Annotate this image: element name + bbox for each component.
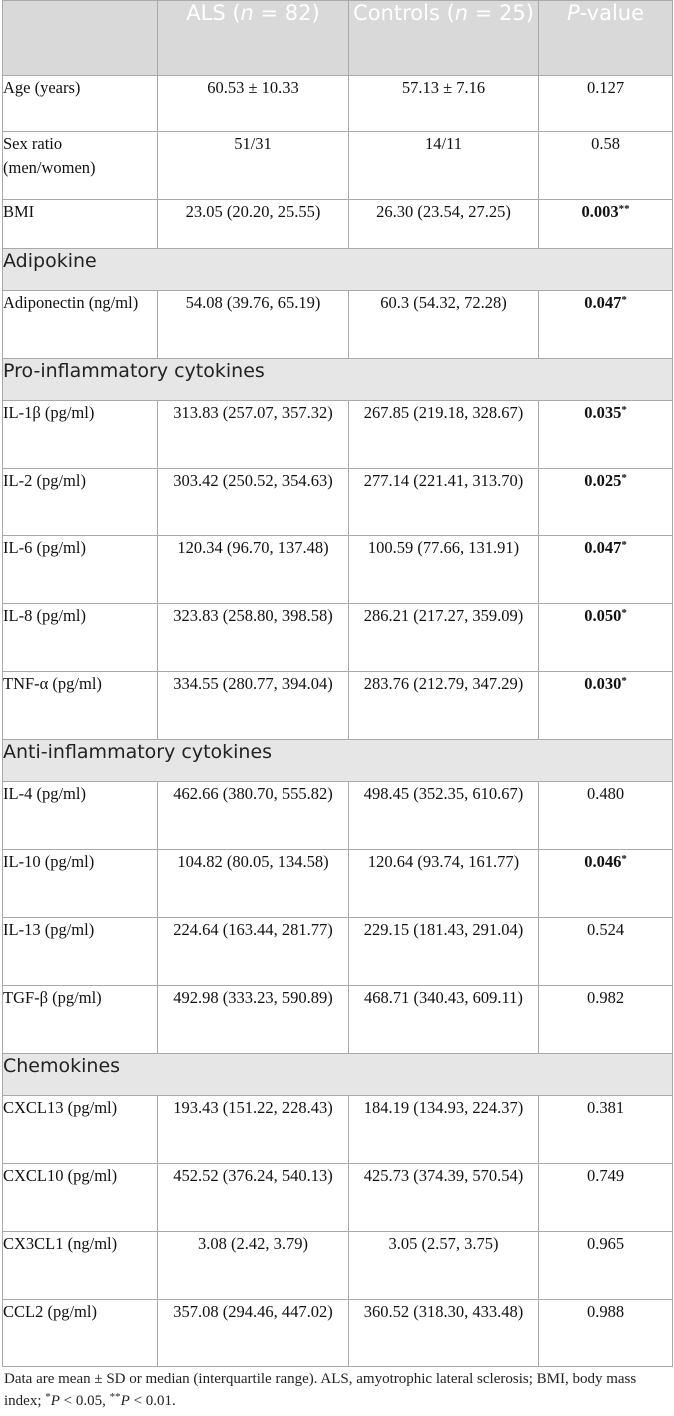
significance-marker: * [621,472,627,484]
controls-value: 100.59 (77.66, 131.91) [349,536,539,604]
row-label: CXCL13 (pg/ml) [3,1096,158,1164]
p-value: 0.480 [539,782,673,850]
controls-value: 267.85 (219.18, 328.67) [349,401,539,469]
table-row [3,76,673,132]
row-label: CXCL10 (pg/ml) [3,1164,158,1232]
als-value: 492.98 (333.23, 590.89) [158,986,349,1054]
controls-value: 283.76 (212.79, 347.29) [349,672,539,740]
p-value: 0.58 [539,132,673,200]
row-label: IL-2 (pg/ml) [3,469,158,536]
row-label: Sex ratio (men/women) [3,132,158,200]
row-label: Adiponectin (ng/ml) [3,291,158,359]
row-label: IL-4 (pg/ml) [3,782,158,850]
als-value: 303.42 (250.52, 354.63) [158,469,349,536]
controls-value: 57.13 ± 7.16 [349,76,539,132]
row-label: CCL2 (pg/ml) [3,1300,158,1367]
controls-value: 120.64 (93.74, 161.77) [349,850,539,918]
row-label: Age (years) [3,76,158,132]
als-value: 54.08 (39.76, 65.19) [158,291,349,359]
p-value: 0.030* [539,672,673,740]
controls-value: 425.73 (374.39, 570.54) [349,1164,539,1232]
section-anti-inflammatory: Anti-inflammatory cytokines [3,740,673,782]
p-value: 0.035* [539,401,673,469]
table-row [3,200,673,249]
als-value: 462.66 (380.70, 555.82) [158,782,349,850]
significance-marker: * [621,853,627,865]
p-value: 0.749 [539,1164,673,1232]
row-label: TNF-α (pg/ml) [3,672,158,740]
als-value: 193.43 (151.22, 228.43) [158,1096,349,1164]
p-value: 0.046* [539,850,673,918]
table-row [3,1164,673,1232]
als-value: 323.83 (258.80, 398.58) [158,604,349,672]
significance-marker: * [621,294,627,306]
table-row [3,672,673,740]
controls-value: 26.30 (23.54, 27.25) [349,200,539,249]
row-label: IL-6 (pg/ml) [3,536,158,604]
controls-value: 360.52 (318.30, 433.48) [349,1300,539,1367]
table-row [3,1300,673,1367]
als-value: 51/31 [158,132,349,200]
row-label: IL-10 (pg/ml) [3,850,158,918]
als-value: 3.08 (2.42, 3.79) [158,1232,349,1300]
section-row [3,359,673,401]
controls-value: 498.45 (352.35, 610.67) [349,782,539,850]
p-value: 0.965 [539,1232,673,1300]
table-row [3,782,673,850]
row-label: TGF-β (pg/ml) [3,986,158,1054]
als-value: 357.08 (294.46, 447.02) [158,1300,349,1367]
p-value: 0.381 [539,1096,673,1164]
section-adipokine: Adipokine [3,249,673,291]
controls-value: 286.21 (217.27, 359.09) [349,604,539,672]
section-chemokines: Chemokines [3,1054,673,1096]
table-row [3,918,673,986]
header-controls: Controls (n = 25) [349,1,539,76]
table-row [3,401,673,469]
p-value: 0.003** [539,200,673,249]
controls-value: 229.15 (181.43, 291.04) [349,918,539,986]
als-value: 313.83 (257.07, 357.32) [158,401,349,469]
controls-value: 184.19 (134.93, 224.37) [349,1096,539,1164]
als-value: 104.82 (80.05, 134.58) [158,850,349,918]
table-row [3,132,673,200]
row-label: IL-8 (pg/ml) [3,604,158,672]
significance-marker: * [621,607,627,619]
row-label: IL-1β (pg/ml) [3,401,158,469]
significance-marker: * [621,539,627,551]
table-row [3,1232,673,1300]
significance-marker: * [621,404,627,416]
p-value: 0.982 [539,986,673,1054]
p-value: 0.988 [539,1300,673,1367]
als-value: 224.64 (163.44, 281.77) [158,918,349,986]
p-value: 0.050* [539,604,673,672]
controls-value: 3.05 (2.57, 3.75) [349,1232,539,1300]
controls-value: 60.3 (54.32, 72.28) [349,291,539,359]
als-value: 120.34 (96.70, 137.48) [158,536,349,604]
als-value: 23.05 (20.20, 25.55) [158,200,349,249]
controls-value: 14/11 [349,132,539,200]
als-value: 452.52 (376.24, 540.13) [158,1164,349,1232]
table-row [3,850,673,918]
row-label: IL-13 (pg/ml) [3,918,158,986]
controls-value: 468.71 (340.43, 609.11) [349,986,539,1054]
section-row [3,249,673,291]
section-row [3,1054,673,1096]
p-value: 0.047* [539,291,673,359]
p-value: 0.127 [539,76,673,132]
header-row [3,1,673,76]
significance-marker: ** [618,203,630,215]
p-value: 0.047* [539,536,673,604]
table-row [3,986,673,1054]
table-footnote: Data are mean ± SD or median (interquartile range). ALS, amyotrophic lateral sclerosis; BMI, body mass index; *P < 0.05, **P < 0.01. [4,1371,637,1409]
p-value: 0.524 [539,918,673,986]
table-row [3,604,673,672]
data-table [2,0,673,1367]
significance-marker: * [621,675,627,687]
section-row [3,740,673,782]
als-value: 334.55 (280.77, 394.04) [158,672,349,740]
section-pro-inflammatory: Pro-inflammatory cytokines [3,359,673,401]
table-row [3,1096,673,1164]
row-label: BMI [3,200,158,249]
row-label: CX3CL1 (ng/ml) [3,1232,158,1300]
table-row [3,291,673,359]
header-als: ALS (n = 82) [158,1,349,76]
als-value: 60.53 ± 10.33 [158,76,349,132]
table-row [3,536,673,604]
p-value: 0.025* [539,469,673,536]
header-blank [3,1,158,76]
controls-value: 277.14 (221.41, 313.70) [349,469,539,536]
table-row [3,469,673,536]
header-pvalue: P-value [539,1,673,76]
